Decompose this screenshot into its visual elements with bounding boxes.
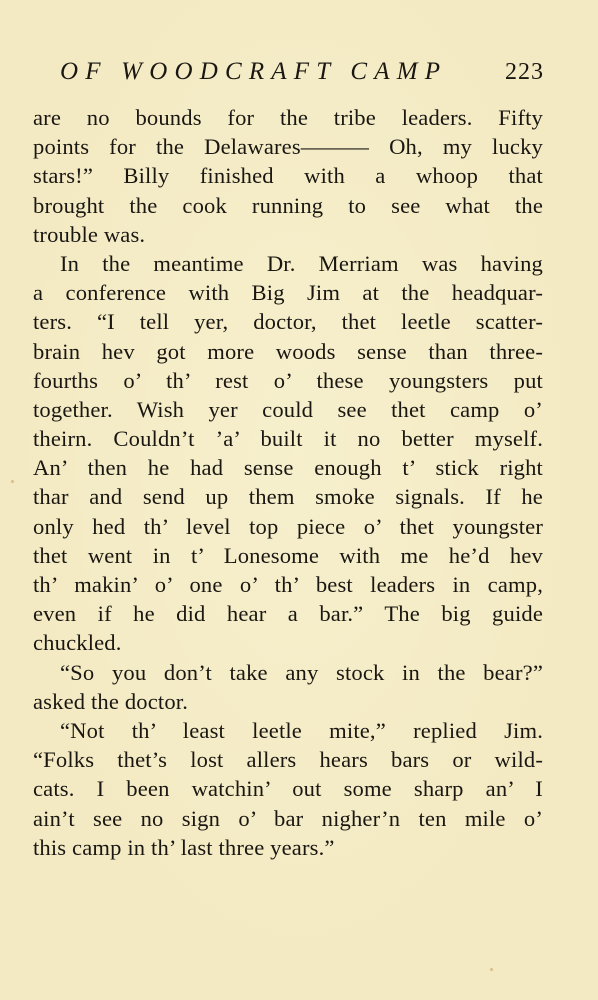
text-line: trouble was. <box>33 221 146 247</box>
page-number: 223 <box>505 59 544 85</box>
text-line: are no bounds for the tribe leaders. Fifty <box>33 105 543 130</box>
text-line: only hed th’ level top piece o’ thet youngster <box>33 513 543 539</box>
text-line: brought the cook running to see what the <box>33 192 543 218</box>
text-line: theirn. Couldn’t ’a’ built it no better myself. <box>33 426 543 452</box>
text-line: thar and send up them smoke signals. If he <box>33 484 543 510</box>
body-text <box>33 103 543 862</box>
paper-speck <box>11 480 14 483</box>
text-line: In the meantime Dr. Merriam was having <box>60 250 543 276</box>
text-line: brain hev got more woods sense than three- <box>33 338 543 364</box>
text-line: ters. “I tell yer, doctor, thet leetle scatter- <box>33 309 543 335</box>
text-line: asked the doctor. <box>33 688 189 714</box>
text-line: fourths o’ th’ rest o’ these youngsters put <box>33 367 543 393</box>
text-line: “So you don’t take any stock in the bear?” <box>60 659 543 685</box>
text-line: thet went in t’ Lonesome with me he’d hev <box>33 542 543 568</box>
running-header <box>60 58 544 94</box>
text-line: together. Wish yer could see thet camp o’ <box>33 396 543 422</box>
text-line: even if he did hear a bar.” The big guide <box>33 601 543 627</box>
text-line: “Folks thet’s lost allers hears bars or wild- <box>33 747 543 773</box>
text-line: th’ makin’ o’ one o’ th’ best leaders in camp, <box>33 572 543 597</box>
running-title: OF WOODCRAFT CAMP <box>60 58 448 85</box>
text-line: this camp in th’ last three years.” <box>33 834 335 860</box>
text-line: ain’t see no sign o’ bar nigher’n ten mile o’ <box>33 805 543 831</box>
text-line: chuckled. <box>33 630 122 656</box>
text-line: stars!” Billy finished with a whoop that <box>33 163 543 189</box>
paper-speck <box>490 968 493 971</box>
text-line: points for the Delawares——— Oh, my lucky <box>33 134 543 160</box>
text-line: a conference with Big Jim at the headquar- <box>33 280 543 306</box>
text-line: cats. I been watchin’ out some sharp an’ I <box>33 776 543 802</box>
text-line: “Not th’ least leetle mite,” replied Jim. <box>60 717 543 743</box>
text-line: An’ then he had sense enough t’ stick right <box>33 455 543 481</box>
